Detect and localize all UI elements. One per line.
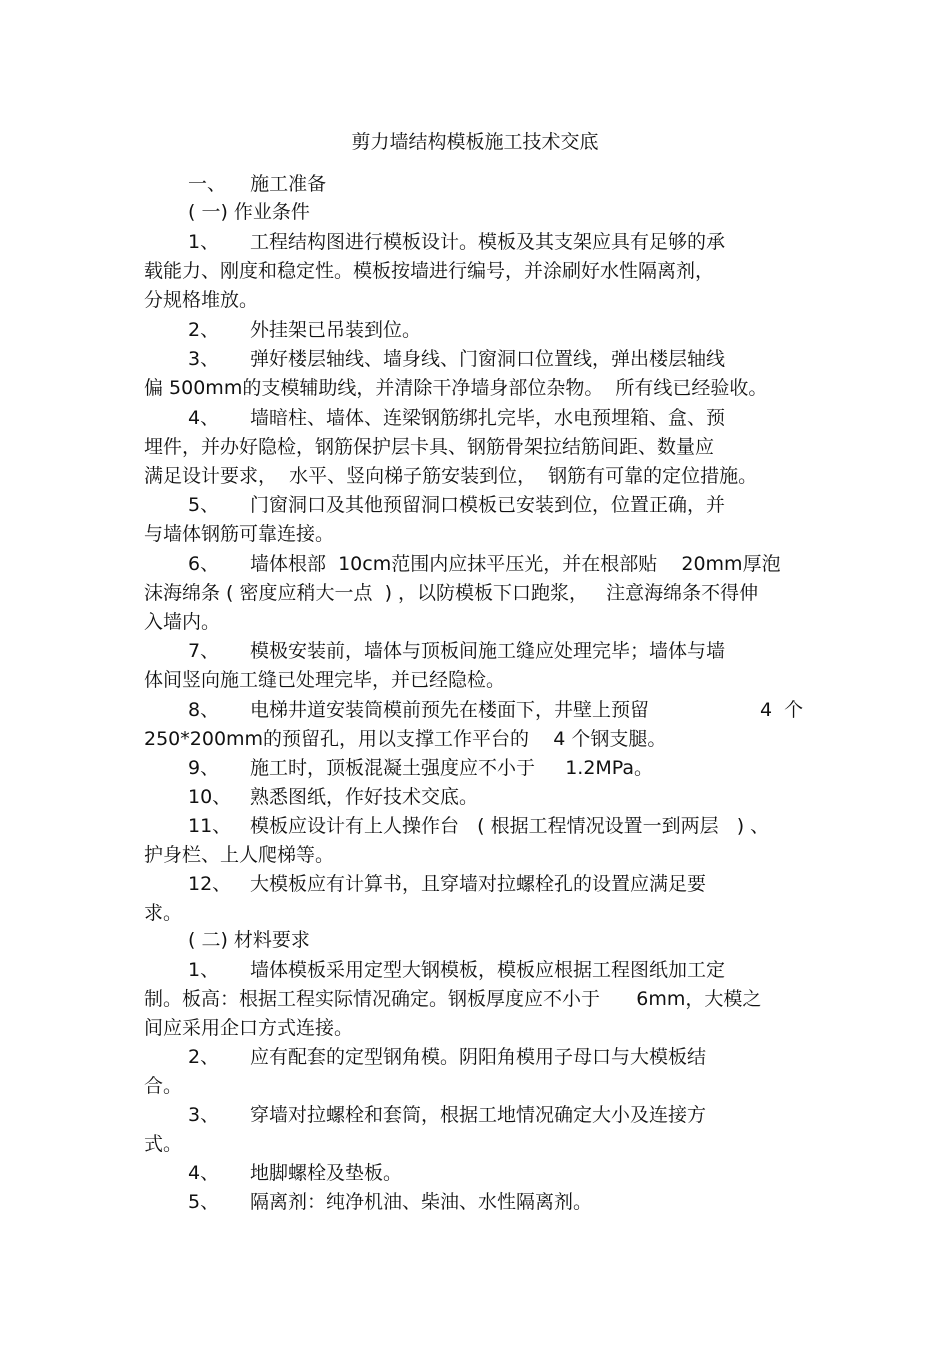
paragraph-line: 熟悉图纸，作好技术交底。 [250, 786, 479, 808]
item-number: 1、 [188, 959, 220, 981]
paragraph-line: 地脚螺栓及垫板。 [250, 1162, 403, 1184]
item-number: 9、 [188, 757, 220, 779]
item-number: 2、 [188, 1046, 220, 1068]
paragraph-line: 制。板高：根据工程实际情况确定。钢板厚度应不小于 6mm，大模之 [144, 988, 762, 1010]
paragraph-line: 间应采用企口方式连接。 [144, 1017, 354, 1039]
paragraph-line: 墙体模板采用定型大钢模板，模板应根据工程图纸加工定 [250, 959, 726, 981]
document-title: 剪力墙结构模板施工技术交底 [351, 131, 599, 153]
paragraph-line: 门窗洞口及其他预留洞口模板已安装到位，位置正确，并 [250, 494, 726, 516]
paragraph-line: 隔离剂：纯净机油、柴油、水性隔离剂。 [250, 1191, 593, 1213]
item-number: 1、 [188, 231, 220, 253]
paragraph-line: 体间竖向施工缝已处理完毕，并已经隐检。 [144, 669, 506, 691]
item-number: 7、 [188, 640, 220, 662]
paragraph-line: 墙体根部 10cm范围内应抹平压光，并在根部贴 20mm厚泡 [250, 553, 781, 575]
section-heading-preparation: 一、 施工准备 [188, 173, 327, 195]
item-number: 2、 [188, 319, 220, 341]
paragraph-line: 入墙内。 [144, 611, 221, 633]
item-number: 3、 [188, 1104, 220, 1126]
paragraph-line: 墙暗柱、墙体、连梁钢筋绑扎完毕，水电预埋箱、盒、预 [250, 407, 726, 429]
paragraph-line: 模板应设计有上人操作台 ( 根据工程情况设置一到两层 ) 、 [250, 815, 770, 837]
paragraph-line: 偏 500mm的支模辅助线，并清除干净墙身部位杂物。 所有线已经验收。 [144, 377, 768, 399]
paragraph-line: 250*200mm的预留孔，用以支撑工作平台的 4 个钢支腿。 [144, 728, 667, 750]
paragraph-line: 应有配套的定型钢角模。阴阳角模用子母口与大模板结 [250, 1046, 707, 1068]
paragraph-line: 式。 [144, 1133, 183, 1155]
paragraph-line: 沫海绵条 ( 密度应稍大一点 ) ，以防模板下口跑浆， 注意海绵条不得伸 [144, 582, 759, 604]
paragraph-line: 分规格堆放。 [144, 289, 259, 311]
paragraph-line: 护身栏、上人爬梯等。 [144, 844, 335, 866]
paragraph-line: 穿墙对拉螺栓和套筒，根据工地情况确定大小及连接方 [250, 1104, 707, 1126]
paragraph-line: 与墙体钢筋可靠连接。 [144, 523, 335, 545]
paragraph-line: 施工时，顶板混凝土强度应不小于 1.2MPa。 [250, 757, 654, 779]
subsection-heading-conditions: ( 一) 作业条件 [188, 201, 310, 223]
item-number: 6、 [188, 553, 220, 575]
item-number: 11、 [188, 815, 232, 837]
subsection-heading-materials: ( 二) 材料要求 [188, 929, 310, 951]
paragraph-line: 求。 [144, 902, 183, 924]
item-number: 4、 [188, 1162, 220, 1184]
paragraph-line: 大模板应有计算书，且穿墙对拉螺栓孔的设置应满足要 [250, 873, 707, 895]
item-number: 8、 [188, 699, 220, 721]
item-number: 5、 [188, 494, 220, 516]
item-number: 5、 [188, 1191, 220, 1213]
paragraph-line: 埋件，并办好隐检，钢筋保护层卡具、钢筋骨架拉结筋间距、数量应 [144, 436, 715, 458]
paragraph-line: 电梯井道安装筒模前预先在楼面下，井壁上预留 [250, 699, 650, 721]
paragraph-line: 满足设计要求， 水平、竖向梯子筋安装到位， 钢筋有可靠的定位措施。 [144, 465, 758, 487]
paragraph-line: 载能力、刚度和稳定性。模板按墙进行编号，并涂刷好水性隔离剂， [144, 260, 715, 282]
item-number: 3、 [188, 348, 220, 370]
paragraph-line: 模极安装前，墙体与顶板间施工缝应处理完毕；墙体与墙 [250, 640, 726, 662]
item-number: 4、 [188, 407, 220, 429]
item-number: 12、 [188, 873, 232, 895]
paragraph-line: 弹好楼层轴线、墙身线、门窗洞口位置线，弹出楼层轴线 [250, 348, 726, 370]
paragraph-line: 工程结构图进行模板设计。模板及其支架应具有足够的承 [250, 231, 726, 253]
paragraph-line: 外挂架已吊装到位。 [250, 319, 422, 341]
paragraph-line-tail: 4 个 [760, 699, 804, 721]
item-number: 10、 [188, 786, 232, 808]
paragraph-line: 合。 [144, 1075, 183, 1097]
